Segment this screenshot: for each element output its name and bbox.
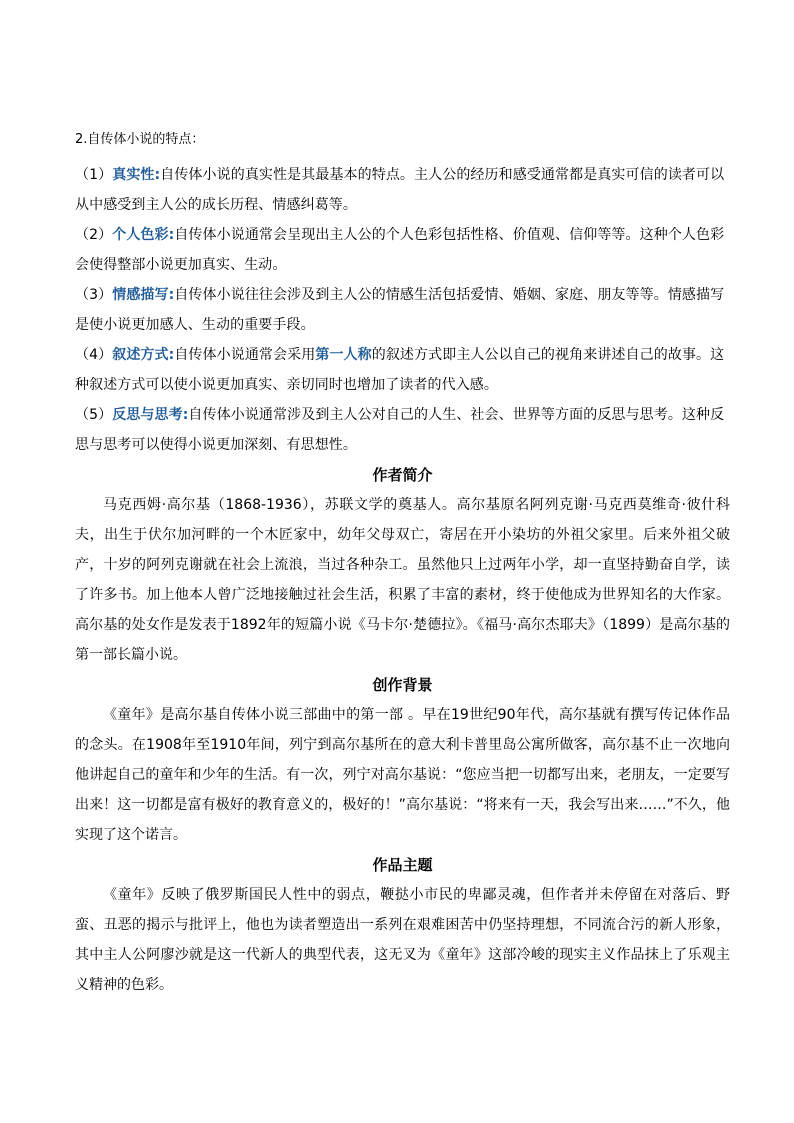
section-heading-background: 创作背景 [372,676,433,694]
feature-item-3 [75,280,730,340]
section-heading-author: 作者简介 [372,466,433,484]
feature-prefix: （2） [75,227,113,243]
feature-prefix: （5） [75,407,113,423]
feature-text: 自传体小说往往会涉及到主人公的情感生活包括爱情、婚姻、家庭、朋友等等。情感描写是使小说更加感人、生动的重要手段。 [75,287,725,333]
feature-text: 自传体小说通常涉及到主人公对自己的人生、社会、世界等方面的反思与思考。这种反思与思考可以使得小说更加深刻、有思想性。 [75,407,725,453]
feature-prefix: （4） [75,347,113,363]
feature-prefix: （3） [75,287,113,303]
feature-keyword: 叙述方式: [112,347,175,363]
list-intro: 2.自传体小说的特点： [75,132,205,147]
feature-item-4 [75,340,730,400]
feature-text: 的叙述方式即主人公以自己的视角来讲述自己的故事。这种叙述方式可以使小说更加真实、亲切同时也增加了读者的代入感。 [75,347,725,393]
feature-highlight: 第一人称 [315,347,372,363]
feature-item-5 [75,400,730,460]
document-content [75,130,730,1000]
feature-text: 自传体小说通常会采用 [174,347,316,363]
feature-prefix: （1） [75,167,113,183]
feature-item-1 [75,160,730,220]
feature-keyword: 情感描写: [112,287,175,303]
section-body-author: 马克西姆·高尔基（1868-1936），苏联文学的奠基人。高尔基原名阿列克谢·马克西莫维奇·彼什科夫，出生于伏尔加河畔的一个木匠家中，幼年父母双亡，寄居在开小染坊的外祖父家里。后来外祖父破产，十岁的阿列克谢就在社会上流浪，当过各种杂工。虽然他只上过两年小学，却一直坚持勤奋自学，读了许多书。加上他本人曾广泛地接触过社会生活，积累了丰富的素材，终于使他成为世界知名的大作家。 高尔基的处女作是发表于1892年的短篇小说《马卡尔·楚德拉》。《福马·高尔杰耶夫》（1899）是高尔基的第一部长篇小说。 [75,497,730,663]
feature-keyword: 真实性: [112,167,161,183]
feature-item-2 [75,220,730,280]
section-heading-theme: 作品主题 [372,856,433,874]
feature-keyword: 个人色彩: [112,227,175,243]
section-body-theme: 《童年》反映了俄罗斯国民人性中的弱点，鞭挞小市民的卑鄙灵魂，但作者并未停留在对落后、野蛮、丑恶的揭示与批评上，他也为读者塑造出一系列在艰难困苦中仍坚持理想，不同流合污的新人形象，其中主人公阿廖沙就是这一代新人的典型代表，这无叉为《童年》这部冷峻的现实主义作品抹上了乐观主义精神的色彩。 [75,887,730,993]
feature-keyword: 反思与思考: [112,407,189,423]
feature-text: 自传体小说通常会呈现出主人公的个人色彩包括性格、价值观、信仰等等。这种个人色彩会使得整部小说更加真实、生动。 [75,227,725,273]
feature-text: 自传体小说的真实性是其最基本的特点。主人公的经历和感受通常都是真实可信的读者可以从中感受到主人公的成长历程、情感纠葛等。 [75,167,725,213]
section-body-background: 《童年》是高尔基自传体小说三部曲中的第一部 。早在19世纪90年代，高尔基就有撰写传记体作品的念头。在1908年至1910年间，列宁到高尔基所在的意大利卡普里岛公寓所做客，高尔基不止一次地向他讲起自己的童年和少年的生活。有一次，列宁对高尔基说：“您应当把一切都写出来，老朋友，一定要写出来！这一切都是富有极好的教育意义的，极好的！”高尔基说：“将来有一天，我会写出来……”不久，他实现了这个诺言。 [75,707,730,843]
